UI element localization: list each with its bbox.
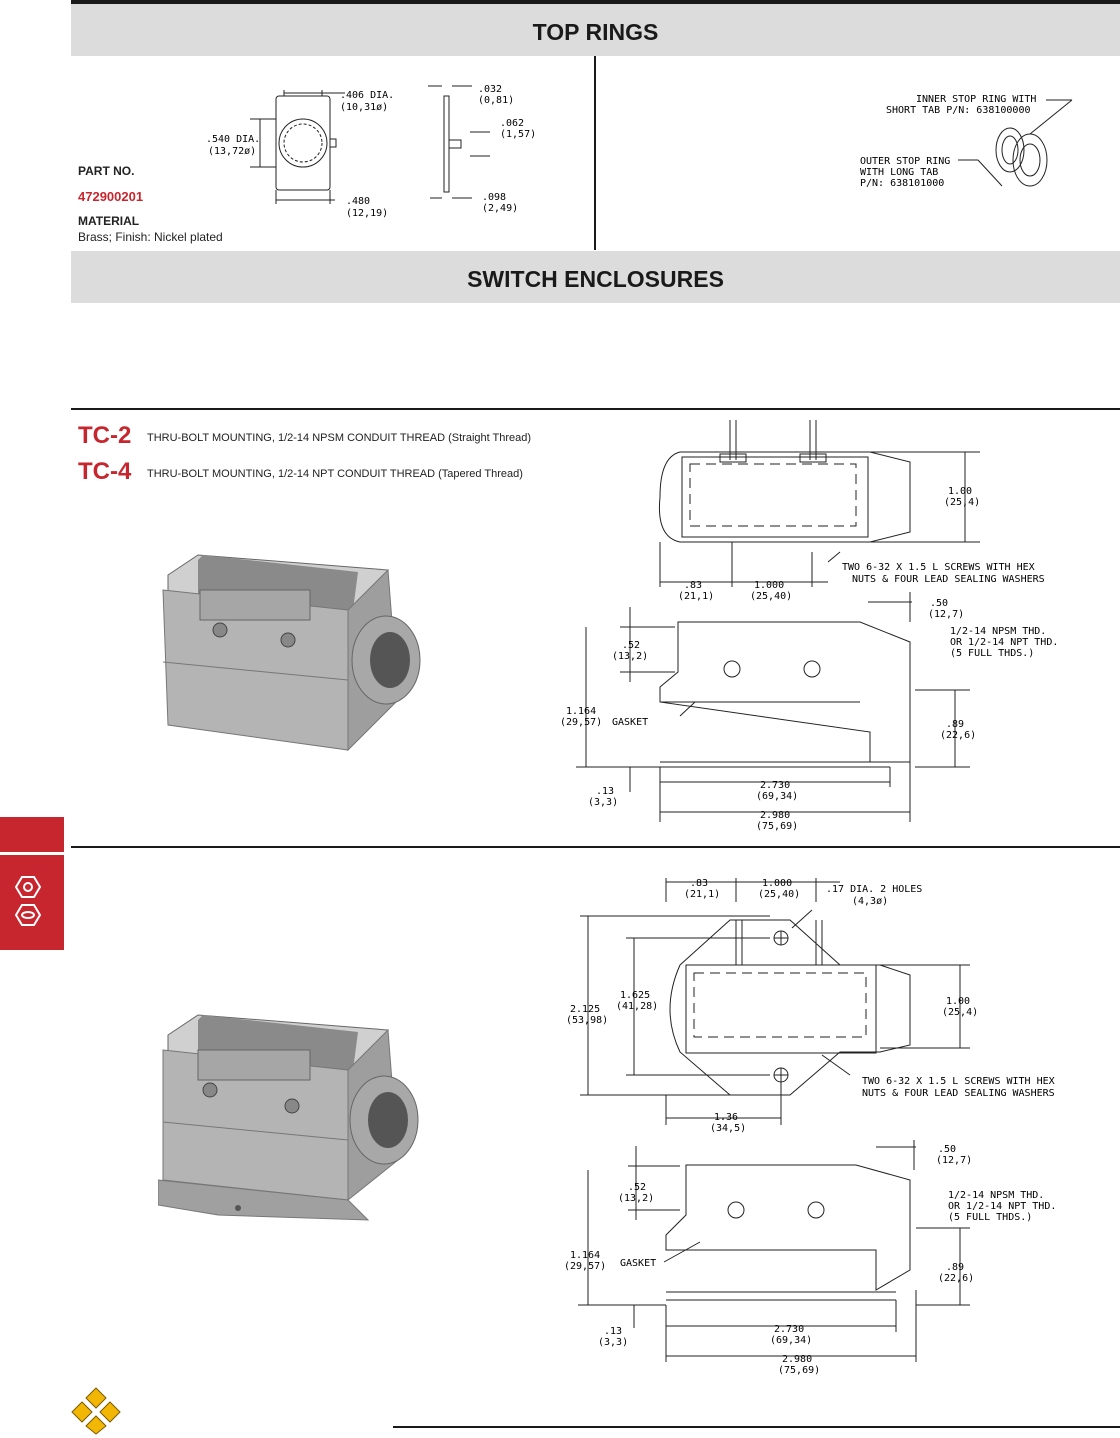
svg-text:(21,1): (21,1): [678, 591, 715, 602]
svg-text:(25,4): (25,4): [944, 497, 981, 508]
svg-text:.52: .52: [628, 1182, 647, 1193]
hex-nut-icon: [0, 855, 64, 950]
svg-text:.098: .098: [482, 192, 507, 203]
svg-text:(22,6): (22,6): [938, 1273, 975, 1284]
footer-rule: [393, 1426, 1120, 1428]
svg-text:1.000: 1.000: [762, 878, 793, 889]
svg-text:GASKET: GASKET: [620, 1258, 657, 1269]
tc2-model: TC-2: [78, 422, 132, 449]
svg-text:1.00: 1.00: [946, 996, 971, 1007]
tc4-description: THRU-BOLT MOUNTING, 1/2-14 NPT CONDUIT THREAD (Tapered Thread): [147, 468, 523, 480]
svg-text:2.980: 2.980: [782, 1354, 813, 1365]
svg-text:.540 DIA.: .540 DIA.: [206, 134, 261, 145]
svg-text:2.730: 2.730: [774, 1324, 805, 1335]
svg-text:OR 1/2-14 NPT THD.: OR 1/2-14 NPT THD.: [948, 1201, 1057, 1212]
svg-text:1.164: 1.164: [570, 1250, 601, 1261]
svg-text:2.980: 2.980: [760, 810, 791, 821]
svg-text:.13: .13: [604, 1326, 623, 1337]
svg-text:.89: .89: [946, 1262, 965, 1273]
svg-text:2.730: 2.730: [760, 780, 791, 791]
top-ring-drawing: [190, 74, 550, 224]
svg-text:(3,3): (3,3): [588, 797, 619, 808]
svg-text:.89: .89: [946, 719, 965, 730]
svg-text:SHORT TAB P/N: 638100000: SHORT TAB P/N: 638100000: [886, 105, 1031, 116]
svg-text:(13,2): (13,2): [612, 651, 649, 662]
svg-text:(12,7): (12,7): [936, 1155, 973, 1166]
svg-text:1.36: 1.36: [714, 1112, 739, 1123]
material-value: Brass; Finish: Nickel plated: [78, 230, 223, 244]
svg-text:.50: .50: [930, 598, 949, 609]
side-tab-top: [0, 817, 64, 852]
svg-text:TWO 6-32 X 1.5 L SCREWS WITH H: TWO 6-32 X 1.5 L SCREWS WITH HEX: [842, 562, 1035, 573]
svg-text:GASKET: GASKET: [612, 717, 649, 728]
svg-text:(75,69): (75,69): [778, 1365, 821, 1376]
tc4-model: TC-4: [78, 458, 132, 485]
part-number: 472900201: [78, 189, 144, 204]
svg-text:(12,7): (12,7): [928, 609, 965, 620]
svg-text:.032: .032: [478, 84, 503, 95]
svg-text:TWO 6-32 X 1.5 L SCREWS WITH H: TWO 6-32 X 1.5 L SCREWS WITH HEX: [862, 1076, 1055, 1087]
material-label: MATERIAL: [78, 214, 140, 228]
svg-text:(29,57): (29,57): [560, 717, 603, 728]
svg-text:1/2-14 NPSM THD.: 1/2-14 NPSM THD.: [950, 626, 1047, 637]
svg-text:(2,49): (2,49): [482, 203, 519, 214]
svg-text:NUTS & FOUR LEAD SEALING WASHE: NUTS & FOUR LEAD SEALING WASHERS: [852, 574, 1045, 585]
diamond-logo-icon: [70, 1386, 122, 1436]
svg-text:.50: .50: [938, 1144, 957, 1155]
svg-text:.13: .13: [596, 786, 615, 797]
svg-text:(4,3ø): (4,3ø): [852, 896, 889, 907]
svg-text:(69,34): (69,34): [756, 791, 799, 802]
svg-text:(10,31ø): (10,31ø): [340, 102, 389, 113]
switch-enclosures-header: SWITCH ENCLOSURES: [71, 251, 1120, 303]
tc-drawing-2: [560, 870, 1120, 1380]
svg-text:(69,34): (69,34): [770, 1335, 813, 1346]
tc-drawing-1: [560, 412, 1120, 842]
svg-text:(5 FULL THDS.): (5 FULL THDS.): [948, 1212, 1033, 1223]
side-tab: [0, 855, 64, 950]
svg-text:.52: .52: [622, 640, 641, 651]
section-divider: [594, 56, 596, 250]
tc2-description: THRU-BOLT MOUNTING, 1/2-14 NPSM CONDUIT THREAD (Straight Thread): [147, 432, 532, 444]
svg-text:(21,1): (21,1): [684, 889, 721, 900]
svg-text:INNER STOP RING WITH: INNER STOP RING WITH: [916, 94, 1037, 105]
svg-text:(5 FULL THDS.): (5 FULL THDS.): [950, 648, 1035, 659]
svg-text:OR 1/2-14 NPT THD.: OR 1/2-14 NPT THD.: [950, 637, 1059, 648]
svg-text:OUTER STOP RING: OUTER STOP RING: [860, 156, 951, 167]
svg-text:(12,19): (12,19): [346, 208, 389, 219]
svg-text:.83: .83: [684, 580, 703, 591]
svg-text:.406 DIA.: .406 DIA.: [340, 90, 395, 101]
svg-text:(1,57): (1,57): [500, 129, 537, 140]
enclosure-photo-2: [158, 1010, 428, 1225]
svg-text:(41,28): (41,28): [616, 1001, 659, 1012]
svg-text:.480: .480: [346, 196, 371, 207]
enclosure-photo-1: [158, 550, 428, 760]
svg-text:(0,81): (0,81): [478, 95, 515, 106]
svg-text:(75,69): (75,69): [756, 821, 799, 832]
svg-text:1.00: 1.00: [948, 486, 973, 497]
stop-ring-drawing: [850, 86, 1090, 196]
svg-text:(25,40): (25,40): [758, 889, 801, 900]
svg-text:P/N: 638101000: P/N: 638101000: [860, 178, 945, 189]
svg-text:WITH LONG TAB: WITH LONG TAB: [860, 167, 939, 178]
svg-text:(53,98): (53,98): [566, 1015, 609, 1026]
svg-text:(25,4): (25,4): [942, 1007, 979, 1018]
svg-text:(3,3): (3,3): [598, 1337, 629, 1348]
svg-text:.062: .062: [500, 118, 525, 129]
svg-text:1.000: 1.000: [754, 580, 785, 591]
svg-text:(22,6): (22,6): [940, 730, 977, 741]
svg-text:1.625: 1.625: [620, 990, 651, 1001]
svg-text:(29,57): (29,57): [564, 1261, 607, 1272]
svg-text:(13,2): (13,2): [618, 1193, 655, 1204]
part-no-label: PART NO.: [78, 164, 135, 178]
svg-text:.17 DIA. 2 HOLES: .17 DIA. 2 HOLES: [826, 884, 923, 895]
svg-text:NUTS & FOUR LEAD SEALING WASHE: NUTS & FOUR LEAD SEALING WASHERS: [862, 1088, 1055, 1099]
tc-section-rule-2: [71, 846, 1120, 848]
svg-text:(13,72ø): (13,72ø): [208, 146, 257, 157]
svg-text:.83: .83: [690, 878, 709, 889]
svg-text:1/2-14 NPSM THD.: 1/2-14 NPSM THD.: [948, 1190, 1045, 1201]
top-rings-header: TOP RINGS: [71, 4, 1120, 56]
tc-section-rule: [71, 408, 1120, 410]
svg-text:2.125: 2.125: [570, 1004, 601, 1015]
svg-text:1.164: 1.164: [566, 706, 597, 717]
svg-text:(25,40): (25,40): [750, 591, 793, 602]
svg-text:(34,5): (34,5): [710, 1123, 747, 1134]
